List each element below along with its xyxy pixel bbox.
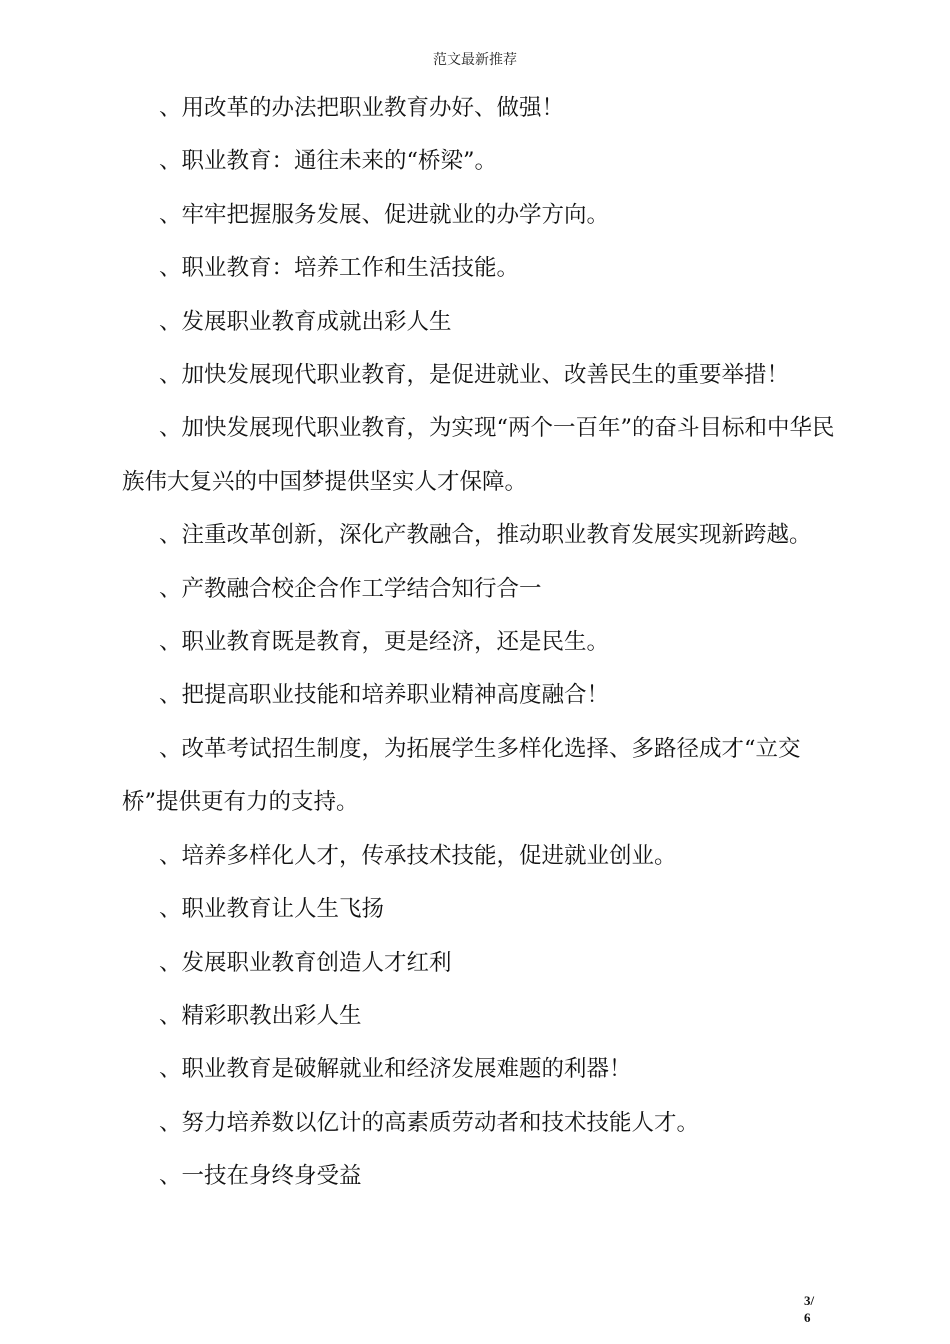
paragraph-12: 、改革考试招生制度，为拓展学生多样化选择、多路径成才“立交桥”提供更有力的支持。 <box>122 735 801 816</box>
paragraph-1: 、用改革的办法把职业教育办好、做强！ <box>159 95 565 121</box>
paragraph-16: 、精彩职教出彩人生 <box>159 1002 362 1029</box>
paragraph-9: 、产教融合校企合作工学结合知行合一 <box>159 575 542 602</box>
page-number-current: 3/ <box>804 1293 815 1308</box>
paragraph-15: 、发展职业教育创造人才红利 <box>159 949 452 976</box>
page-header: 范文最新推荐 <box>433 52 517 68</box>
document-body <box>122 82 840 1204</box>
page-number-total: 6 <box>804 1310 811 1325</box>
paragraph-3: 、牢牢把握服务发展、促进就业的办学方向。 <box>159 201 610 228</box>
paragraph-18: 、努力培养数以亿计的高素质劳动者和技术技能人才。 <box>159 1109 700 1136</box>
paragraph-7: 、加快发展现代职业教育，为实现“两个一百年”的奋斗目标和中华民族伟大复兴的中国梦提供坚实人才保障。 <box>122 415 835 495</box>
paragraph-10: 、职业教育既是教育，更是经济，还是民生。 <box>159 629 610 656</box>
paragraph-4: 、职业教育：培养工作和生活技能。 <box>159 255 520 282</box>
paragraph-11: 、把提高职业技能和培养职业精神高度融合！ <box>159 682 610 709</box>
paragraph-5: 、发展职业教育成就出彩人生 <box>159 308 452 335</box>
paragraph-13: 、培养多样化人才，传承技术技能，促进就业创业。 <box>159 842 677 869</box>
paragraph-8: 、注重改革创新，深化产教融合，推动职业教育发展实现新跨越。 <box>159 522 812 549</box>
paragraph-19: 、一技在身终身受益 <box>159 1163 362 1190</box>
page-number <box>804 1292 824 1326</box>
paragraph-14: 、职业教育让人生飞扬 <box>159 896 385 923</box>
paragraph-6: 、加快发展现代职业教育，是促进就业、改善民生的重要举措！ <box>159 362 790 389</box>
paragraph-2: 、职业教育：通往未来的“桥梁”。 <box>159 148 498 175</box>
paragraph-17: 、职业教育是破解就业和经济发展难题的利器！ <box>159 1056 632 1083</box>
